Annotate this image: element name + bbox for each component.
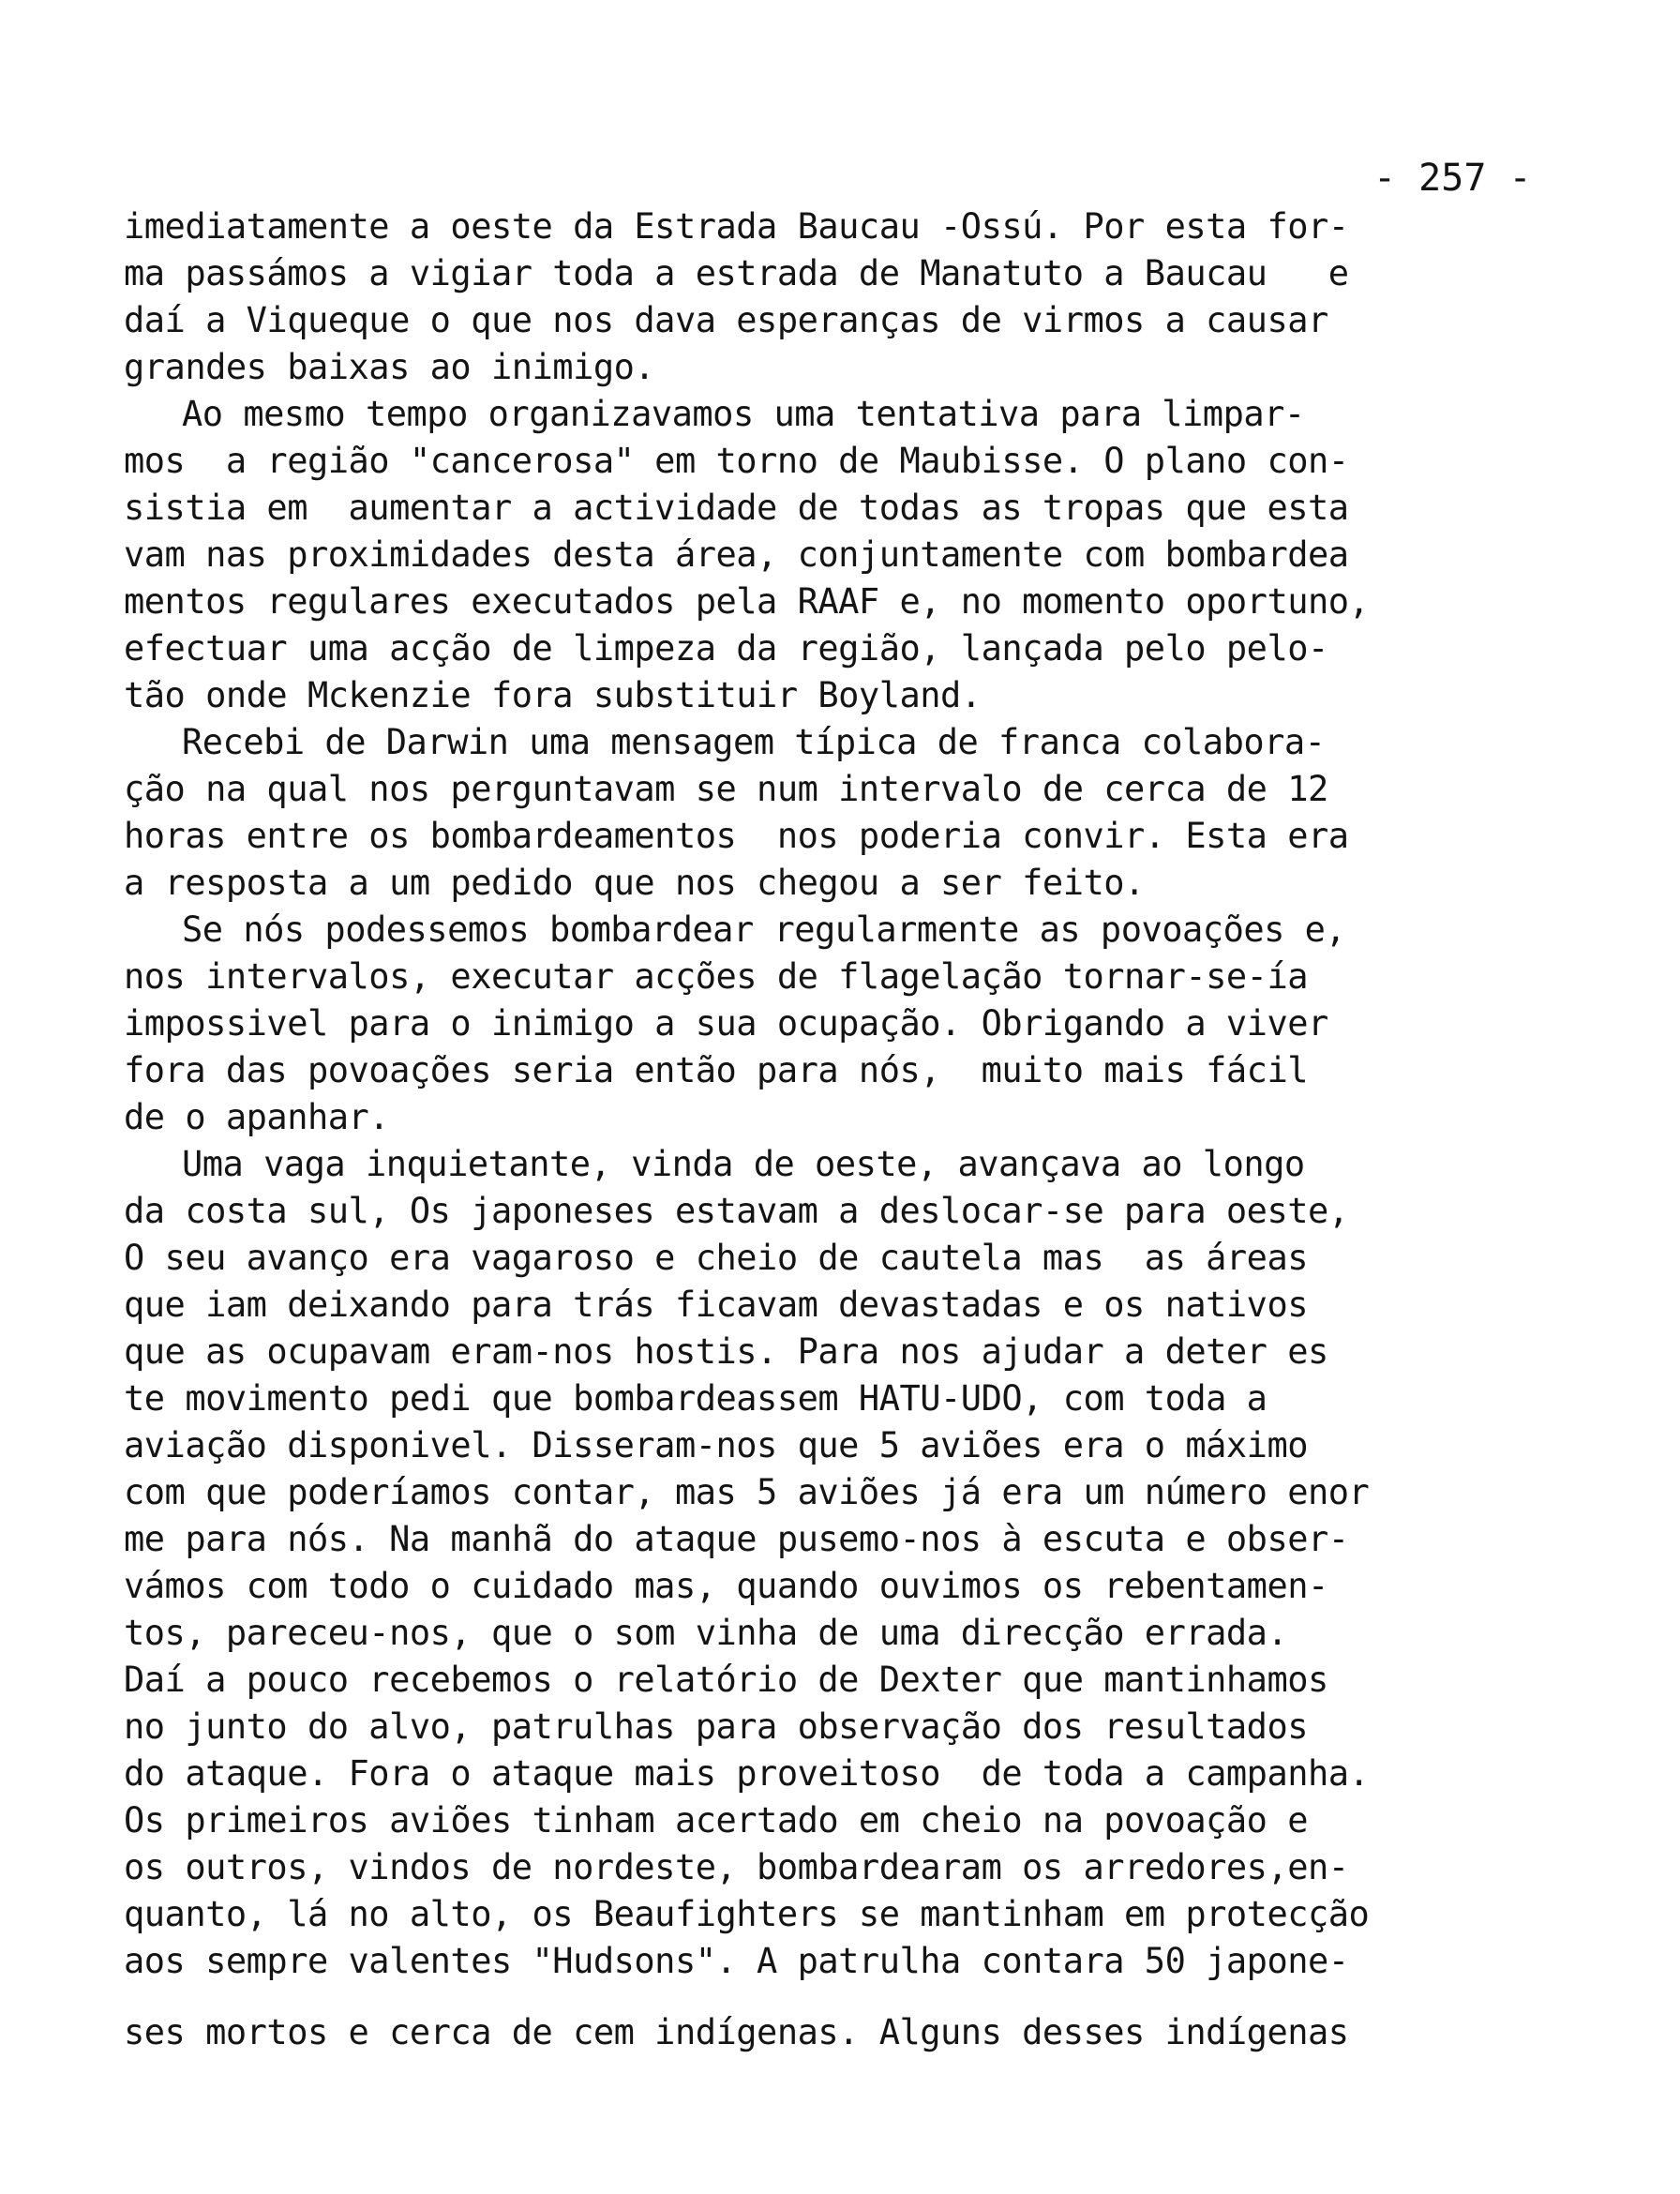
text-line: aos sempre valentes "Hudsons". A patrulha contara 50 japone- bbox=[124, 1941, 1349, 1981]
text-line: imediatamente a oeste da Estrada Baucau -Ossú. Por esta for- bbox=[124, 206, 1349, 247]
text-line: nos intervalos, executar acções de flagelação tornar-se-ía bbox=[124, 956, 1309, 997]
text-line: vam nas proximidades desta área, conjuntamente com bombardea bbox=[124, 534, 1349, 575]
text-line: os outros, vindos de nordeste, bombardearam os arredores,en- bbox=[124, 1847, 1349, 1887]
text-line: Uma vaga inquietante, vinda de oeste, avançava ao longo bbox=[182, 1144, 1305, 1184]
text-line: Se nós podessemos bombardear regularmente as povoações e, bbox=[182, 909, 1346, 950]
text-line: tão onde Mckenzie fora substituir Boyland. bbox=[124, 675, 982, 715]
text-line: daí a Viqueque o que nos dava esperanças de virmos a causar bbox=[124, 300, 1328, 340]
text-line: sistia em aumentar a actividade de todas as tropas que esta bbox=[124, 488, 1349, 528]
text-line: da costa sul, Os japoneses estavam a deslocar-se para oeste, bbox=[124, 1191, 1349, 1231]
text-line: Ao mesmo tempo organizavamos uma tentativa para limpar- bbox=[182, 394, 1305, 434]
text-line: efectuar uma acção de limpeza da região, lançada pelo pelo- bbox=[124, 628, 1328, 669]
text-line: tos, pareceu-nos, que o som vinha de uma direcção errada. bbox=[124, 1613, 1288, 1653]
text-line: impossivel para o inimigo a sua ocupação. Obrigando a viver bbox=[124, 1003, 1328, 1044]
text-line: ção na qual nos perguntavam se num intervalo de cerca de 12 bbox=[124, 769, 1328, 809]
text-line: do ataque. Fora o ataque mais proveitoso de toda a campanha. bbox=[124, 1753, 1370, 1794]
text-line: Daí a pouco recebemos o relatório de Dexter que mantinhamos bbox=[124, 1660, 1328, 1700]
text-line: aviação disponivel. Disseram-nos que 5 aviões era o máximo bbox=[124, 1425, 1309, 1465]
text-line: te movimento pedi que bombardeassem HATU-UDO, com toda a bbox=[124, 1378, 1268, 1419]
text-line: ses mortos e cerca de cem indígenas. Alguns desses indígenas bbox=[124, 2012, 1349, 2052]
body-text bbox=[124, 203, 1558, 2056]
text-line: que as ocupavam eram-nos hostis. Para nos ajudar a deter es bbox=[124, 1331, 1328, 1372]
text-line: vámos com todo o cuidado mas, quando ouvimos os rebentamen- bbox=[124, 1566, 1328, 1606]
page-number: - 257 - bbox=[1373, 157, 1532, 200]
text-line: O seu avanço era vagaroso e cheio de cautela mas as áreas bbox=[124, 1238, 1309, 1278]
text-line: quanto, lá no alto, os Beaufighters se mantinham em protecção bbox=[124, 1894, 1370, 1934]
text-line: me para nós. Na manhã do ataque pusemo-nos à escuta e obser- bbox=[124, 1519, 1349, 1559]
text-line: com que poderíamos contar, mas 5 aviões já era um número enor bbox=[124, 1472, 1370, 1512]
text-line: de o apanhar. bbox=[124, 1097, 390, 1137]
text-line: Recebi de Darwin uma mensagem típica de franca colabora- bbox=[182, 722, 1326, 762]
text-line: que iam deixando para trás ficavam devastadas e os nativos bbox=[124, 1285, 1309, 1325]
text-line: grandes baixas ao inimigo. bbox=[124, 347, 655, 387]
text-line: Os primeiros aviões tinham acertado em cheio na povoação e bbox=[124, 1800, 1309, 1841]
text-line: a resposta a um pedido que nos chegou a ser feito. bbox=[124, 863, 1145, 903]
text-line: no junto do alvo, patrulhas para observação dos resultados bbox=[124, 1706, 1309, 1747]
text-line: fora das povoações seria então para nós, muito mais fácil bbox=[124, 1050, 1309, 1090]
text-line: horas entre os bombardeamentos nos poderia convir. Esta era bbox=[124, 816, 1349, 856]
text-line: ma passámos a vigiar toda a estrada de Manatuto a Baucau e bbox=[124, 253, 1349, 293]
text-line: mentos regulares executados pela RAAF e, no momento oportuno, bbox=[124, 581, 1370, 622]
text-line: mos a região "cancerosa" em torno de Maubisse. O plano con- bbox=[124, 441, 1349, 481]
